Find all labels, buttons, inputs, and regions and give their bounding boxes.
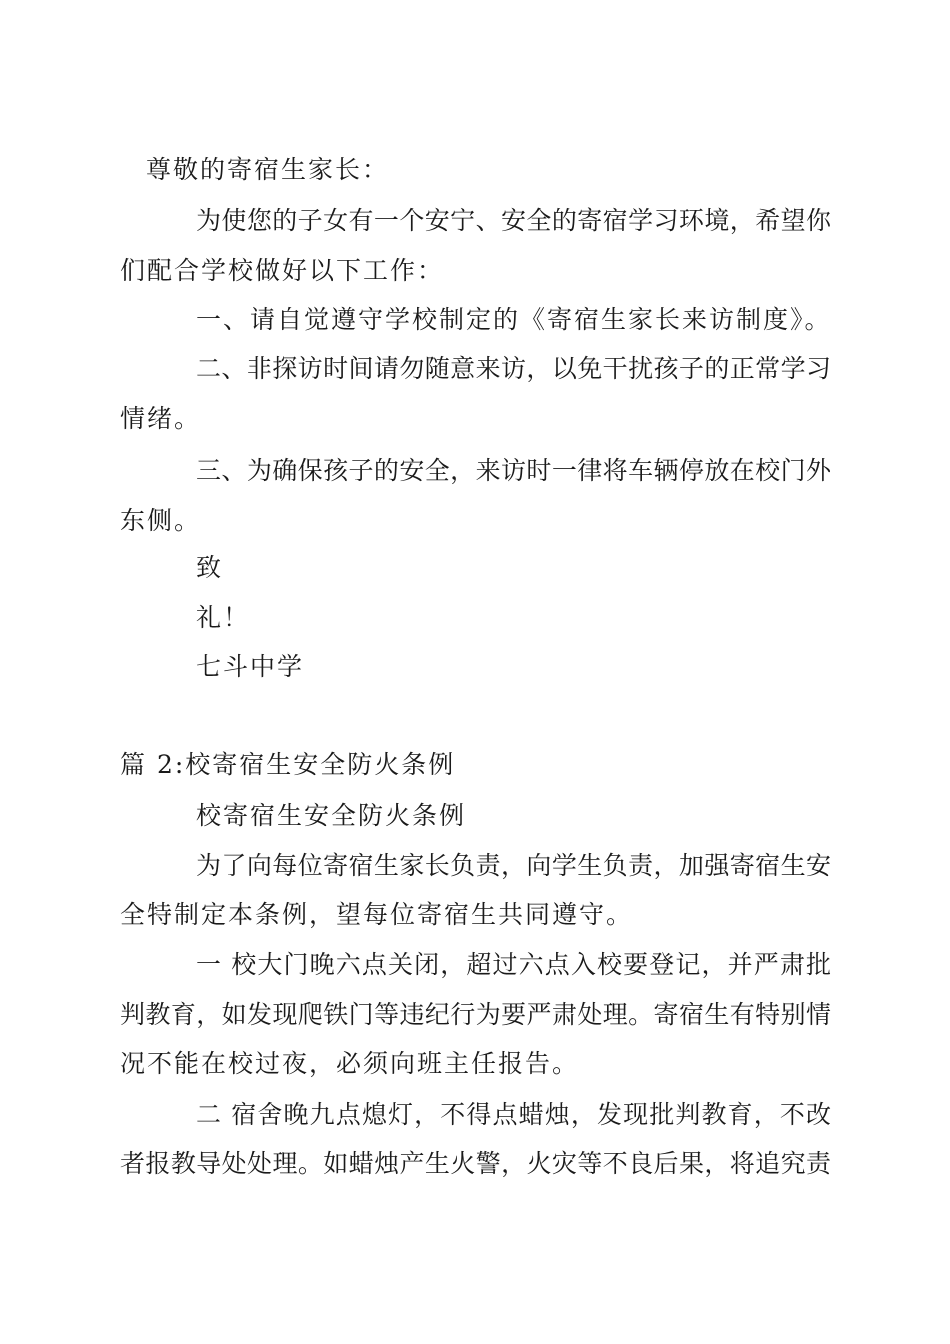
- section2-heading: 篇 2:校寄宿生安全防火条例: [120, 750, 456, 779]
- letter-item2-line2: 情绪。: [120, 404, 202, 433]
- letter-closing-regards: 礼！: [196, 603, 251, 632]
- section2-intro-line2: 全特制定本条例，望每位寄宿生共同遵守。: [120, 900, 634, 929]
- rule2-line2: 者报教导处处理。如蜡烛产生火警，火灾等不良后果，将追究责: [120, 1149, 831, 1178]
- letter-intro-line2: 们配合学校做好以下工作：: [120, 256, 445, 285]
- rule1-line3: 况不能在校过夜，必须向班主任报告。: [120, 1049, 580, 1078]
- letter-salutation: 尊敬的寄宿生家长：: [146, 155, 390, 184]
- section2-intro-line1: 为了向每位寄宿生家长负责，向学生负责，加强寄宿生安: [196, 851, 831, 880]
- section2-title: 校寄宿生安全防火条例: [196, 801, 467, 830]
- letter-closing-to: 致: [196, 553, 224, 582]
- rule1-line1: 一 校大门晚六点关闭，超过六点入校要登记，并严肃批: [196, 950, 831, 979]
- rule2-line1: 二 宿舍晚九点熄灯，不得点蜡烛，发现批判教育，不改: [196, 1100, 831, 1129]
- rule1-line2: 判教育，如发现爬铁门等违纪行为要严肃处理。寄宿生有特别情: [120, 1000, 831, 1029]
- letter-item2-line1: 二、非探访时间请勿随意来访，以免干扰孩子的正常学习: [196, 354, 831, 383]
- letter-signature: 七斗中学: [196, 652, 305, 681]
- letter-intro-line1: 为使您的子女有一个安宁、安全的寄宿学习环境，希望你: [196, 206, 831, 235]
- letter-item3-line1: 三、为确保孩子的安全，来访时一律将车辆停放在校门外: [196, 456, 831, 485]
- letter-item3-line2: 东侧。: [120, 506, 202, 535]
- letter-item1: 一、请自觉遵守学校制定的《寄宿生家长来访制度》。: [196, 305, 832, 334]
